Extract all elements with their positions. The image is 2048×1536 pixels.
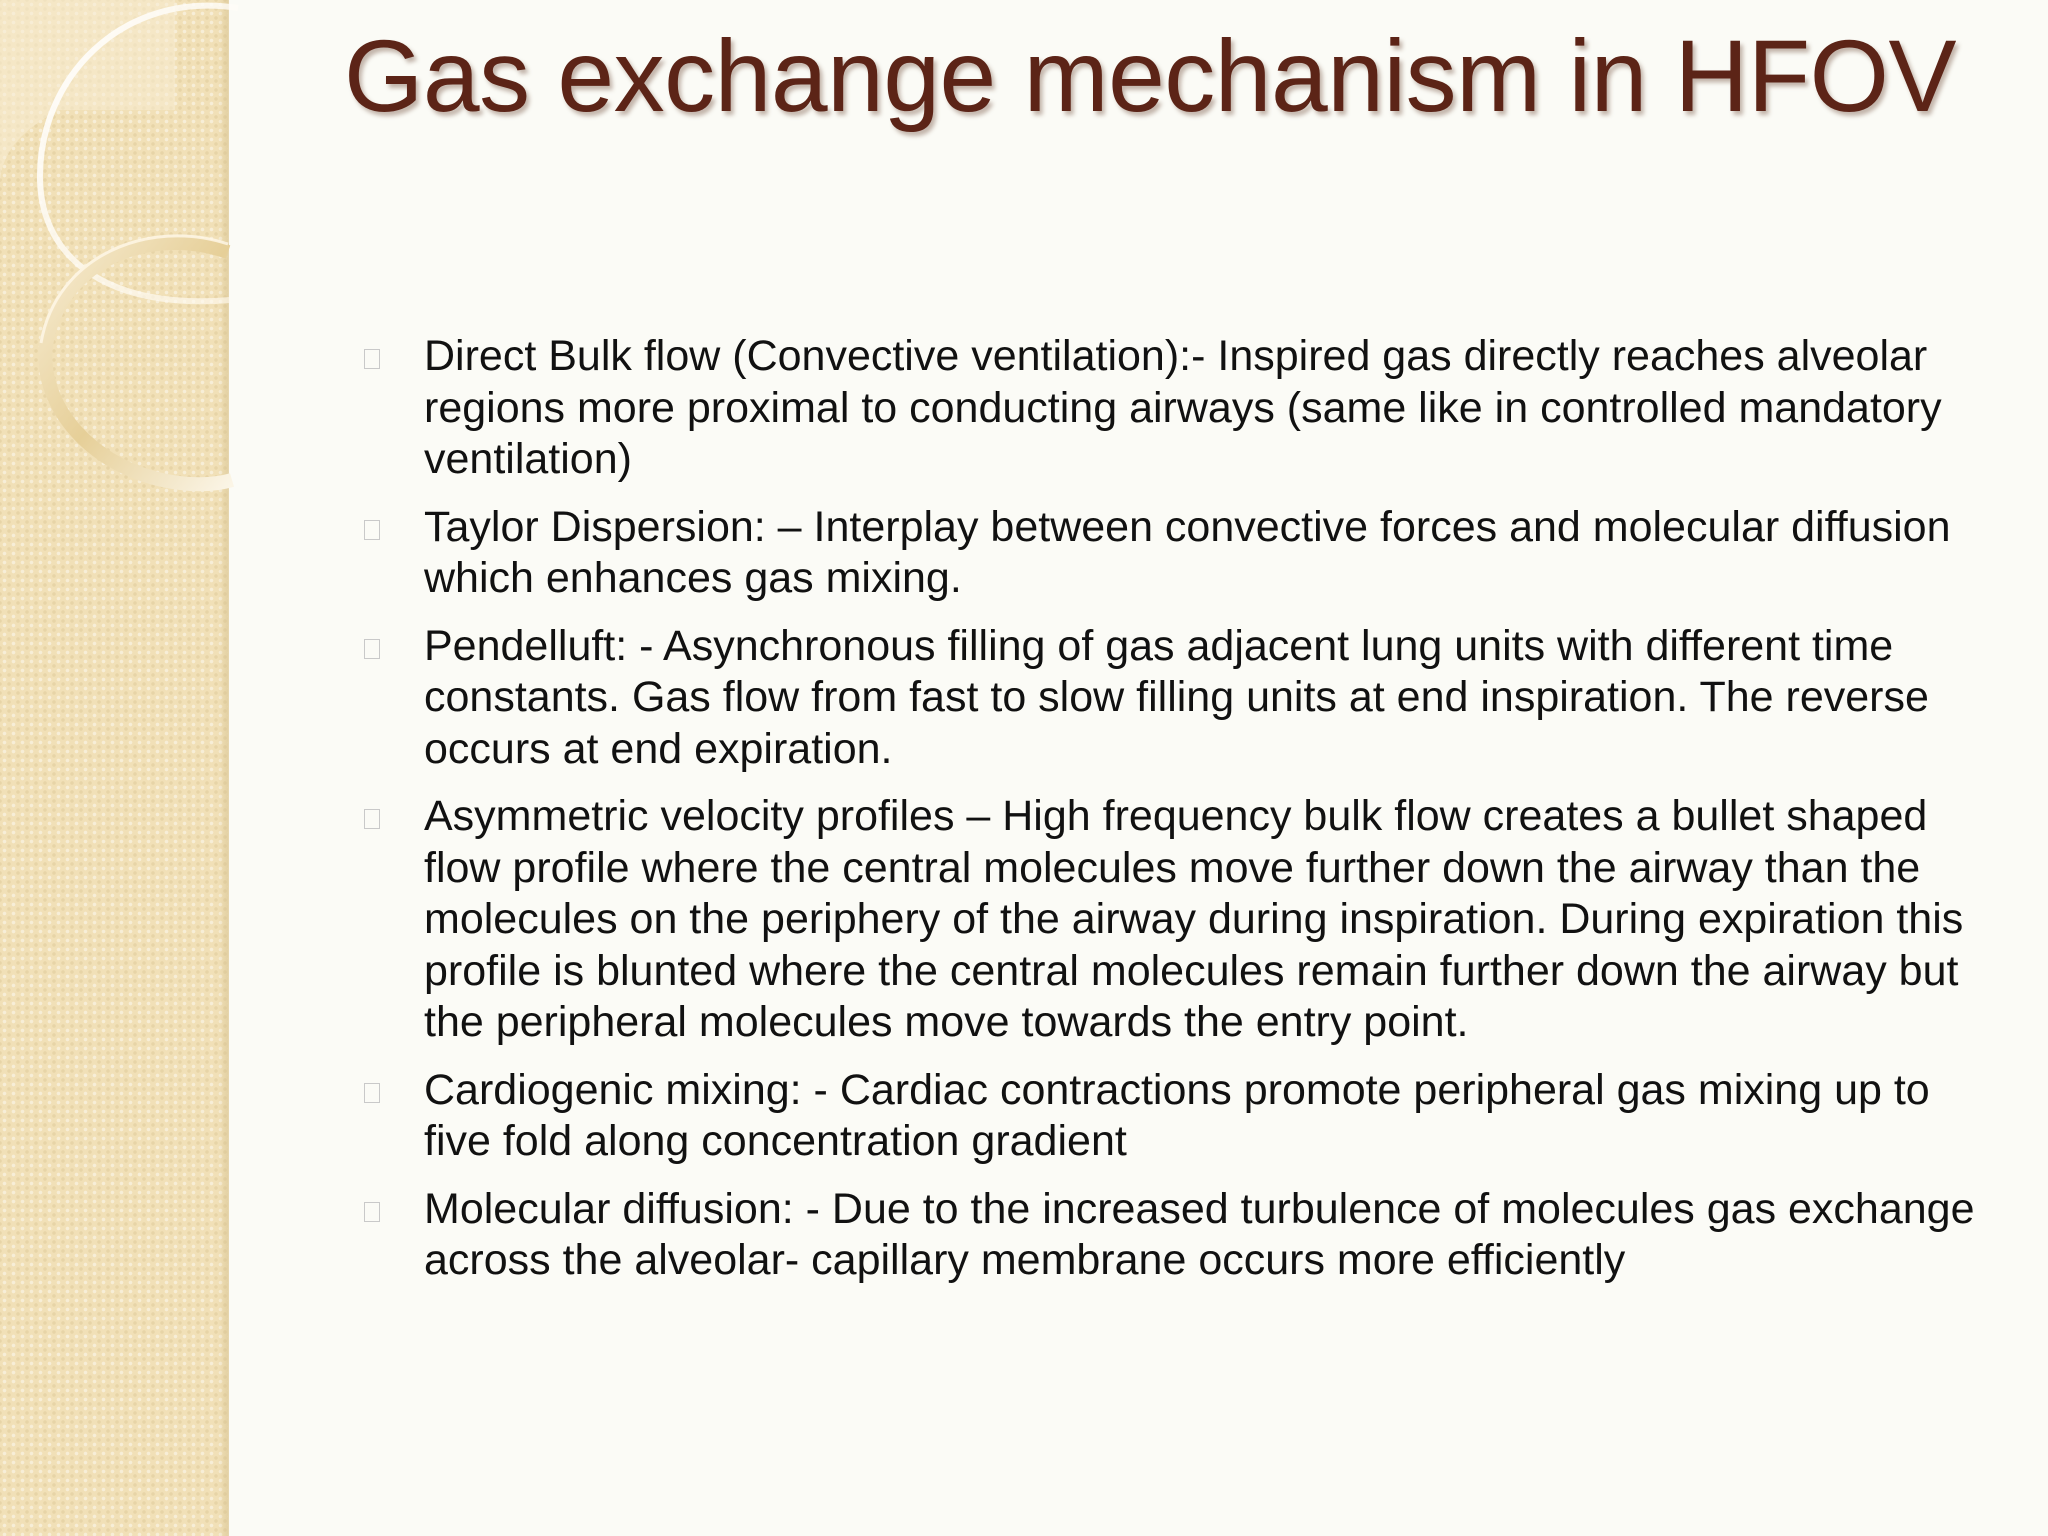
bullet-item [360, 331, 2005, 486]
bullet-text: Asymmetric velocity profiles – High frequency bulk flow creates a bullet shaped flow profile where the central molecules move further down the airway than the molecules on the periphery of the airway during inspiration. During expiration this profile is blunted where the central molecules remain further down the airway but the peripheral molecules move towards the entry point. [424, 792, 1964, 1046]
bullet-text: Taylor Dispersion: – Interplay between convective forces and molecular diffusion which enhances gas mixing. [424, 502, 1951, 602]
bullet-text: Pendelluft: - Asynchronous filling of gas adjacent lung units with different time constants. Gas flow from fast to slow filling units at end inspiration. The reverse occurs at end expiration. [424, 621, 1929, 773]
bullet-item [360, 621, 2005, 776]
square-bullet-icon [364, 809, 380, 829]
light-corner-patch [0, 0, 175, 185]
bullet-item [360, 1184, 2005, 1287]
bullet-item [360, 791, 2005, 1049]
square-bullet-icon [364, 349, 380, 369]
bullet-item [360, 1065, 2005, 1168]
bullet-text: Direct Bulk flow (Convective ventilation):- Inspired gas directly reaches alveolar regions more proximal to conducting airways (same like in controlled mandatory ventilation) [424, 332, 1942, 483]
bullet-list [360, 331, 2005, 1303]
bullet-text: Molecular diffusion: - Due to the increased turbulence of molecules gas exchange across the alveolar- capillary membrane occurs more efficiently [424, 1184, 1975, 1284]
slide-title: Gas exchange mechanism in HFOV [344, 19, 1957, 133]
bullet-item [360, 502, 2005, 605]
square-bullet-icon [364, 1083, 380, 1103]
square-bullet-icon [364, 520, 380, 540]
bullet-text: Cardiogenic mixing: - Cardiac contractions promote peripheral gas mixing up to five fold along concentration gradient [424, 1065, 1930, 1165]
decorative-rings [0, 0, 240, 520]
square-bullet-icon [364, 1202, 380, 1222]
square-bullet-icon [364, 639, 380, 659]
